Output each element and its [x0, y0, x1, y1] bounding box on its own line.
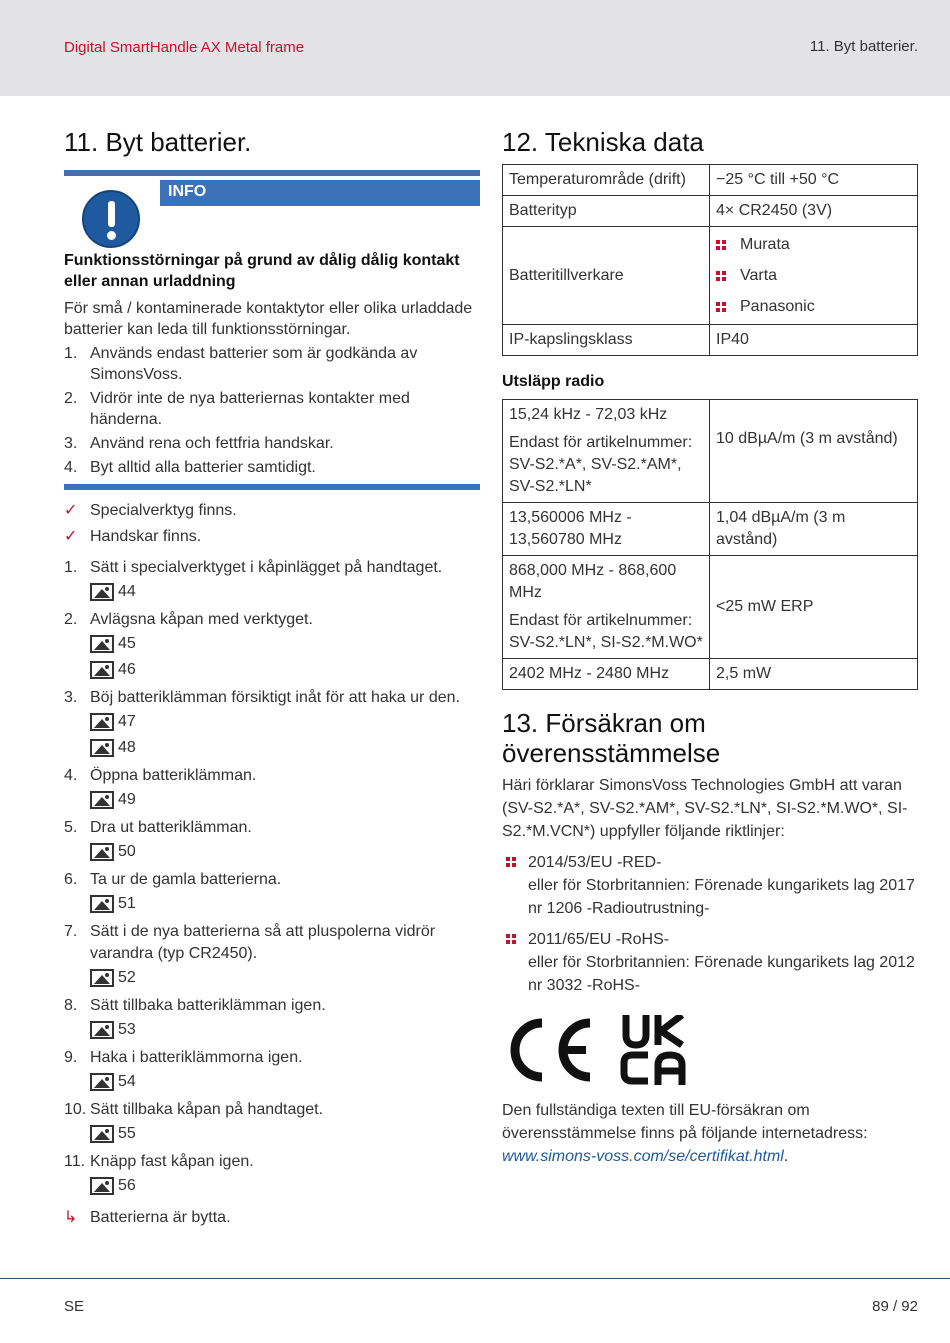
steps-list — [64, 557, 480, 1199]
image-icon — [90, 791, 114, 809]
info-title: Funktionsstörningar på grund av dålig dålig kontakt eller annan urladdning — [64, 252, 460, 290]
directive-item: 2011/65/EU -RoHS- eller för Storbritannien: Förenade kungarikets lag 2012 nr 3032 -RoHS- — [502, 928, 918, 997]
prerequisite-item: ✓ Specialverktyg finns. — [64, 502, 237, 519]
image-icon — [90, 1177, 114, 1195]
figure-reference[interactable]: 54 — [90, 1069, 480, 1095]
image-icon — [90, 635, 114, 653]
list-item: 3. Använd rena och fettfria handskar. — [64, 435, 334, 452]
image-icon — [90, 969, 114, 987]
footer-language: SE — [64, 1298, 85, 1315]
list-item: Panasonic — [716, 291, 911, 322]
table-row: IP-kapslingsklass IP40 — [503, 325, 918, 356]
info-box-end — [64, 484, 480, 490]
full-text-note: Den fullständiga texten till EU-försäkran om överensstämmelse finns på följande internetadress: www.simons-voss.com/se/certifikat.html. — [502, 1102, 868, 1165]
header-product: Digital SmartHandle AX Metal frame — [64, 39, 305, 56]
result-item: ↳ Batterierna är bytta. — [64, 1207, 480, 1229]
checkmark-icon: ✓ — [64, 502, 78, 519]
info-label: INFO — [160, 180, 480, 206]
step-item: 2. Avlägsna kåpan med verktyget. — [64, 611, 313, 628]
figure-reference[interactable]: 56 — [90, 1173, 480, 1199]
figure-reference[interactable]: 50 — [90, 839, 480, 865]
bullet-icon — [716, 240, 726, 250]
radio-table — [502, 399, 918, 690]
image-icon — [90, 661, 114, 679]
page-number: 89 / 92 — [872, 1298, 918, 1315]
table-row: 868,000 MHz - 868,600 MHz Endast för artikelnummer: SV-S2.*LN*, SI-S2.*M.WO* <25 mW ERP — [503, 556, 918, 659]
image-icon — [90, 1125, 114, 1143]
figure-reference[interactable]: 48 — [90, 735, 480, 761]
ukca-logo — [620, 1015, 690, 1085]
prerequisite-item: ✓ Handskar finns. — [64, 528, 202, 545]
bullet-icon — [506, 934, 516, 944]
figure-reference[interactable]: 55 — [90, 1121, 480, 1147]
section-title-11: 11. Byt batterier. — [64, 127, 252, 157]
list-item: Murata — [716, 229, 911, 260]
declaration-text: Häri förklarar SimonsVoss Technologies GmbH att varan (SV-S2.*A*, SV-S2.*AM*, SV-S2.*LN*, SI-S2.*M.WO*, SI-S2.*M.VCN*) uppfyller följande riktlinjer: — [502, 777, 908, 840]
image-icon — [90, 739, 114, 757]
bullet-icon — [506, 857, 516, 867]
step-item: 5. Dra ut batteriklämman. — [64, 819, 252, 836]
image-icon — [90, 1073, 114, 1091]
step-item: 11. Knäpp fast kåpan igen. — [64, 1153, 254, 1170]
image-icon — [90, 583, 114, 601]
info-box — [64, 170, 480, 246]
figure-reference[interactable]: 44 — [90, 579, 480, 605]
list-item: 1. Används endast batterier som är godkända av SimonsVoss. — [64, 345, 418, 383]
section-title-12: 12. Tekniska data — [502, 127, 704, 157]
radio-title: Utsläpp radio — [502, 373, 605, 390]
left-column — [64, 126, 480, 1229]
certificate-link[interactable]: www.simons-voss.com/se/certifikat.html — [502, 1148, 784, 1165]
image-icon — [90, 895, 114, 913]
step-item: 10. Sätt tillbaka kåpan på handtaget. — [64, 1101, 324, 1118]
image-icon — [90, 1021, 114, 1039]
footer-divider — [0, 1278, 950, 1279]
figure-reference[interactable]: 53 — [90, 1017, 480, 1043]
table-row: 13,560006 MHz - 13,560780 MHz 1,04 dBµA/m (3 m avstånd) — [503, 503, 918, 556]
ce-logo — [502, 1015, 598, 1085]
step-item: 1. Sätt i specialverktyget i kåpinlägget på handtaget. — [64, 559, 443, 576]
step-item: 9. Haka i batteriklämmorna igen. — [64, 1049, 303, 1066]
table-row: Batterityp 4× CR2450 (3V) — [503, 196, 918, 227]
step-item: 4. Öppna batteriklämman. — [64, 767, 257, 784]
figure-reference[interactable]: 45 — [90, 631, 480, 657]
table-row: Temperaturområde (drift) −25 °C till +50 °C — [503, 165, 918, 196]
figure-reference[interactable]: 51 — [90, 891, 480, 917]
info-list — [64, 343, 480, 478]
table-row: Batteritillverkare Murata Varta Panasonic — [503, 227, 918, 325]
table-row: 15,24 kHz - 72,03 kHz Endast för artikelnummer: SV-S2.*A*, SV-S2.*AM*, SV-S2.*LN* 10 dBµA/m (3 m avstånd) — [503, 400, 918, 503]
header-section: 11. Byt batterier. — [809, 38, 918, 55]
directive-item: 2014/53/EU -RED- eller för Storbritannien: Förenade kungarikets lag 2017 nr 1206 -Radioutrustning- — [502, 851, 918, 920]
info-text: För små / kontaminerade kontaktytor eller olika urladdade batterier kan leda till funktionsstörningar. — [64, 300, 473, 338]
bullet-icon — [716, 271, 726, 281]
checkmark-icon: ✓ — [64, 528, 78, 545]
figure-reference[interactable]: 46 — [90, 657, 480, 683]
list-item: 4. Byt alltid alla batterier samtidigt. — [64, 459, 316, 476]
list-item: Varta — [716, 260, 911, 291]
list-item: 2. Vidrör inte de nya batteriernas kontakter med händerna. — [64, 390, 410, 428]
figure-reference[interactable]: 52 — [90, 965, 480, 991]
step-item: 6. Ta ur de gamla batterierna. — [64, 871, 282, 888]
step-item: 7. Sätt i de nya batterierna så att pluspolerna vidrör varandra (typ CR2450). — [64, 923, 436, 962]
section-title-13: 13. Försäkran om överensstämmelse — [502, 708, 721, 768]
exclamation-icon — [82, 190, 140, 248]
step-item: 3. Böj batteriklämman försiktigt inåt för att haka ur den. — [64, 689, 460, 706]
image-icon — [90, 713, 114, 731]
tech-table — [502, 164, 918, 356]
page-header — [0, 0, 950, 96]
step-item: 8. Sätt tillbaka batteriklämman igen. — [64, 997, 326, 1014]
image-icon — [90, 843, 114, 861]
figure-reference[interactable]: 47 — [90, 709, 480, 735]
result-arrow-icon: ↳ — [64, 1209, 78, 1226]
bullet-icon — [716, 302, 726, 312]
figure-reference[interactable]: 49 — [90, 787, 480, 813]
right-column — [502, 126, 918, 1168]
table-row: 2402 MHz - 2480 MHz 2,5 mW — [503, 659, 918, 690]
conformity-logos — [502, 1015, 918, 1085]
